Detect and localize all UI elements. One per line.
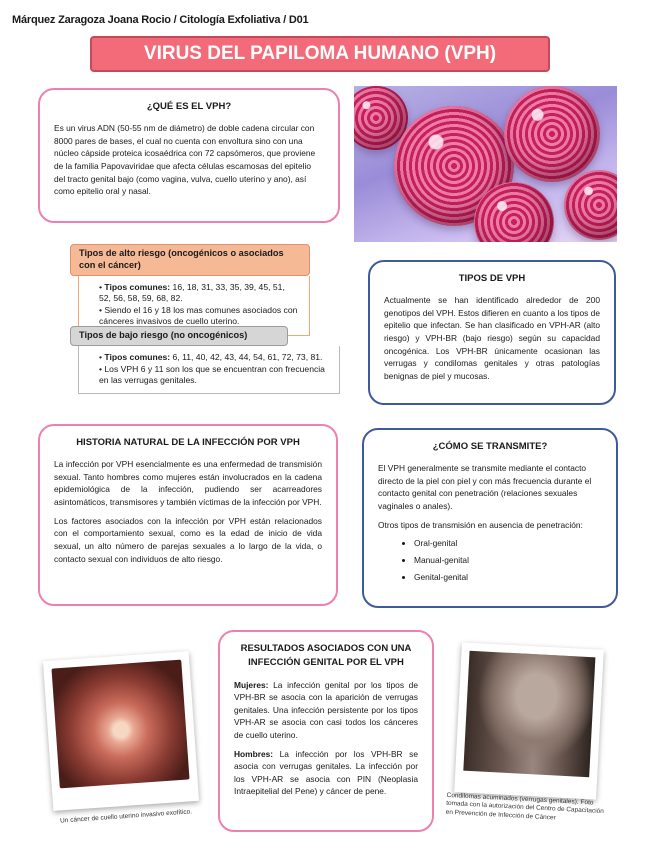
transmite-p2: Otros tipos de transmisión en ausencia de penetración: bbox=[378, 519, 583, 530]
cervix-caption: Un cáncer de cuello uterino invasivo exofítico. bbox=[59, 808, 193, 825]
cervix-photo bbox=[43, 651, 199, 811]
low-risk-item: • Tipos comunes: 6, 11, 40, 42, 43, 44, 54, 61, 72, 73, 81. bbox=[99, 352, 329, 363]
condiloma-caption: Condilomas acuminados (verrugas genitales). Foto tomada con la autorización del Centro de Capacitación en Prevención de Infección de Cáncer bbox=[445, 791, 605, 822]
page-title: VIRUS DEL PAPILOMA HUMANO (VPH) bbox=[90, 36, 550, 72]
transmision-item: • Genital-genital bbox=[414, 571, 602, 584]
transmite-card bbox=[362, 428, 618, 608]
tipos-card bbox=[368, 260, 616, 405]
que-es-card bbox=[38, 88, 340, 223]
resultados-mujeres: Mujeres: La infección genital por los tipos de VPH-BR se asocia con la aparición de verrugas genitales. Una infección persistente por los tipos VPH-AR se asocia con casi todos los cánceres de cuello uterino. bbox=[234, 679, 418, 740]
resultados-hombres: Hombres: La infección por los VPH-BR se asocia con verrugas genitales. La infección por los VPH-AR se asocia con PIN (Neoplasia Intraepitelial del Pene) y cáncer de pene. bbox=[234, 748, 418, 797]
historia-p2: Los factores asociados con la infección por VPH están relacionados con el comportamiento sexual, como es la edad de inicio de vida sexual, un alto número de parejas sexuales a lo largo de la vida, o contacto sexual con individuos de alto riesgo. bbox=[54, 515, 322, 564]
low-risk-box bbox=[70, 326, 325, 394]
author-line: Márquez Zaragoza Joana Rocio / Citología Exfoliativa / D01 bbox=[12, 14, 309, 26]
transmision-item: • Manual-genital bbox=[414, 554, 602, 567]
low-risk-item: • Los VPH 6 y 11 son los que se encuentran con frecuencia en las verrugas genitales. bbox=[99, 364, 329, 386]
low-risk-header: Tipos de bajo riesgo (no oncogénicos) bbox=[70, 326, 288, 346]
resultados-title: RESULTADOS ASOCIADOS CON UNA INFECCIÓN GENITAL POR EL VPH bbox=[240, 643, 412, 669]
high-risk-item: • Tipos comunes: 16, 18, 31, 33, 35, 39, 45, 51, 52, 56, 58, 59, 68, 82. bbox=[99, 282, 299, 304]
historia-p1: La infección por VPH esencialmente es una enfermedad de transmisión sexual. Tanto hombres como mujeres están involucrados en la cadena epidemiológica de la infección, pudiendo ser acarreadores asintomáticos, transmisores y también víctimas de la infección por VPH. bbox=[54, 459, 322, 508]
transmite-title: ¿CÓMO SE TRANSMITE? bbox=[432, 441, 548, 452]
que-es-title: ¿QUÉ ES EL VPH? bbox=[146, 101, 232, 112]
transmite-p1: El VPH generalmente se transmite mediante el contacto directo de la piel con piel y con más frecuencia durante el contacto genital con penetración (relaciones sexuales vaginales o anales). bbox=[378, 463, 592, 512]
transmision-item: • Oral-genital bbox=[414, 537, 602, 550]
resultados-card bbox=[218, 630, 434, 832]
tipos-text: Actualmente se han identificado alrededor de 200 genotipos del VPH. Estos difieren en cuanto a los tipos de epitelio que infectan. Se han clasificado en VPH-AR (alto riesgo) y VPH-BR (bajo riesgo) según su capacidad oncogénica. Los VPH-BR únicamente ocasionan las verrugas y condilomas genitales y otras patologías benignas de piel y mucosas. bbox=[384, 295, 600, 381]
tipos-title: TIPOS DE VPH bbox=[458, 273, 526, 284]
historia-title: HISTORIA NATURAL DE LA INFECCIÓN POR VPH bbox=[76, 437, 300, 448]
high-risk-item: • Siendo el 16 y 18 los mas comunes asociados con cánceres invasivos de cuello uterino. bbox=[99, 305, 299, 327]
virus-image bbox=[354, 86, 617, 242]
que-es-text: Es un virus ADN (50-55 nm de diámetro) de doble cadena circular con 8000 pares de bases, el cual no cuenta con envoltura sino con una núcleo cápside proteica icosaédrica con 72 capsómeros, que proviene de la familia Papovaviridae que afecta células escamosas del epitelio del tracto genital bajo (como vagina, vulva, cuello uterino y ano), así como epitelio oral y nasal. bbox=[54, 123, 316, 197]
high-risk-box bbox=[70, 244, 310, 336]
condiloma-photo bbox=[454, 642, 604, 799]
historia-card bbox=[38, 424, 338, 606]
high-risk-header: Tipos de alto riesgo (oncogénicos o asociados con el cáncer) bbox=[70, 244, 310, 276]
